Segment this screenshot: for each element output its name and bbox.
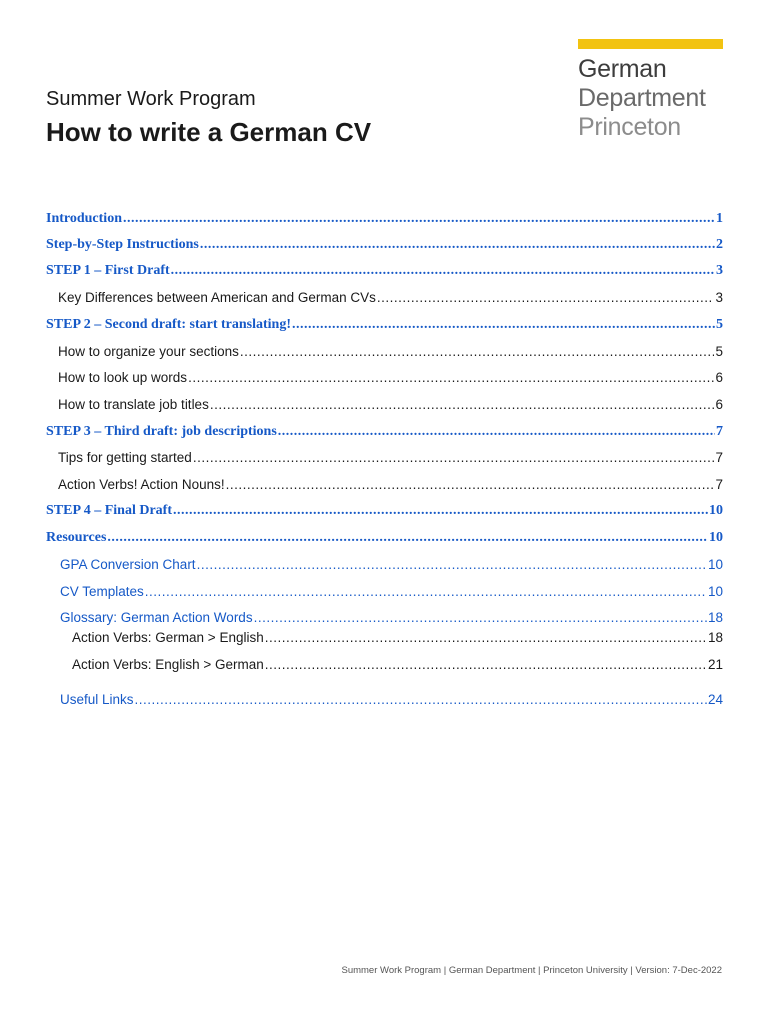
toc-leader-dots (292, 317, 715, 333)
toc-entry-tips-getting-started[interactable] (58, 450, 723, 465)
toc-entry-verbs-english-german[interactable] (72, 657, 723, 672)
toc-page-number: 10 (707, 584, 723, 599)
toc-entry-cv-templates[interactable] (60, 584, 723, 599)
logo-line-department: Department (578, 84, 706, 112)
logo-line-german: German (578, 55, 667, 83)
toc-entry-label: STEP 2 – Second draft: start translating! (46, 317, 291, 332)
toc-page-number: 21 (707, 657, 723, 672)
toc-leader-dots (135, 692, 707, 707)
toc-entry-step-1[interactable] (46, 263, 723, 279)
toc-entry-useful-links[interactable] (60, 692, 723, 707)
toc-entry-label: STEP 1 – First Draft (46, 263, 170, 278)
toc-entry-label: Resources (46, 530, 107, 545)
toc-page-number: 3 (715, 290, 723, 305)
toc-page-number: 7 (716, 424, 723, 439)
toc-entry-label: How to organize your sections (58, 344, 239, 359)
toc-entry-step-2[interactable] (46, 317, 723, 333)
toc-leader-dots (171, 263, 715, 279)
toc-leader-dots (377, 290, 715, 305)
toc-entry-label: STEP 3 – Third draft: job descriptions (46, 424, 277, 439)
toc-page-number: 6 (715, 397, 723, 412)
toc-entry-translate-job-titles[interactable] (58, 397, 723, 412)
toc-entry-label: Useful Links (60, 692, 134, 707)
toc-entry-look-up-words[interactable] (58, 370, 723, 385)
document-subtitle: Summer Work Program (46, 88, 256, 110)
toc-leader-dots (173, 503, 708, 519)
toc-page-number: 18 (707, 610, 723, 625)
toc-leader-dots (210, 397, 715, 412)
toc-entry-label: Key Differences between American and German CVs (58, 290, 376, 305)
toc-page-number: 10 (709, 503, 723, 518)
document-title: How to write a German CV (46, 117, 372, 147)
toc-entry-label: Step-by-Step Instructions (46, 237, 199, 252)
toc-entry-step-4[interactable] (46, 503, 723, 519)
toc-leader-dots (226, 477, 715, 492)
toc-entry-label: CV Templates (60, 584, 144, 599)
toc-page-number: 5 (716, 317, 723, 332)
toc-leader-dots (265, 630, 707, 645)
toc-entry-gpa-conversion[interactable] (60, 557, 723, 572)
department-logo (578, 39, 723, 142)
logo-accent-bar (578, 39, 723, 49)
toc-entry-label: Action Verbs: English > German (72, 657, 264, 672)
toc-leader-dots (265, 657, 707, 672)
toc-entry-label: Glossary: German Action Words (60, 610, 253, 625)
toc-leader-dots (200, 237, 715, 253)
toc-entry-step-3[interactable] (46, 424, 723, 440)
toc-entry-label: Introduction (46, 211, 122, 226)
toc-page-number: 7 (715, 450, 723, 465)
page-footer: Summer Work Program | German Department | Princeton University | Version: 7-Dec-2022 (341, 965, 722, 976)
toc-leader-dots (278, 424, 715, 440)
toc-entry-label: Action Verbs: German > English (72, 630, 264, 645)
toc-leader-dots (254, 610, 707, 625)
toc-entry-label: GPA Conversion Chart (60, 557, 196, 572)
toc-entry-organize-sections[interactable] (58, 344, 723, 359)
toc-leader-dots (240, 344, 715, 359)
toc-entry-glossary[interactable] (60, 610, 723, 625)
toc-page-number: 10 (707, 557, 723, 572)
toc-entry-label: Action Verbs! Action Nouns! (58, 477, 225, 492)
toc-leader-dots (145, 584, 707, 599)
toc-leader-dots (188, 370, 714, 385)
toc-page-number: 18 (707, 630, 723, 645)
toc-leader-dots (193, 450, 715, 465)
toc-entry-label: How to translate job titles (58, 397, 209, 412)
toc-entry-introduction[interactable] (46, 211, 723, 227)
toc-entry-verbs-german-english[interactable] (72, 630, 723, 645)
toc-page-number: 7 (715, 477, 723, 492)
toc-page-number: 10 (709, 530, 723, 545)
toc-page-number: 1 (716, 211, 723, 226)
toc-page-number: 5 (715, 344, 723, 359)
toc-entry-resources[interactable] (46, 530, 723, 546)
toc-page-number: 2 (716, 237, 723, 252)
logo-line-princeton: Princeton (578, 113, 681, 141)
toc-leader-dots (123, 211, 715, 227)
toc-entry-label: How to look up words (58, 370, 188, 385)
toc-page-number: 24 (707, 692, 723, 707)
toc-page-number: 3 (716, 263, 723, 278)
toc-entry-step-by-step[interactable] (46, 237, 723, 253)
toc-leader-dots (197, 557, 707, 572)
toc-page-number: 6 (715, 370, 723, 385)
toc-entry-label: STEP 4 – Final Draft (46, 503, 173, 518)
toc-entry-label: Tips for getting started (58, 450, 192, 465)
toc-leader-dots (107, 530, 708, 546)
toc-entry-key-differences[interactable] (58, 290, 723, 305)
toc-entry-action-verbs-nouns[interactable] (58, 477, 723, 492)
